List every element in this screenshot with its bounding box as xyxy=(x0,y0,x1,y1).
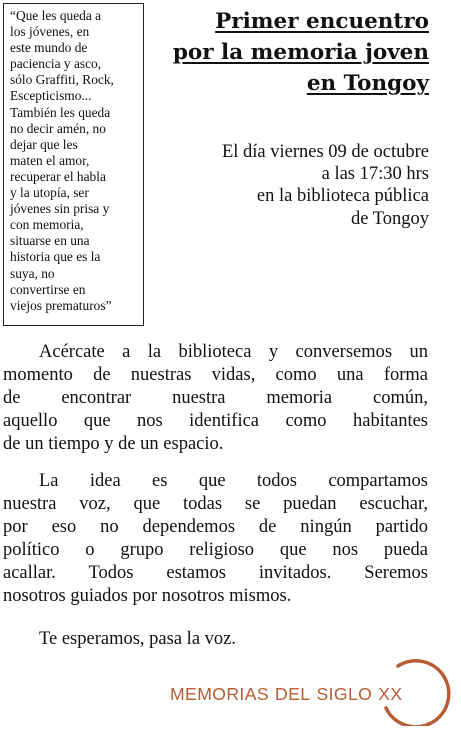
quote-line: “Que les queda a xyxy=(10,8,102,23)
title-line xyxy=(173,68,429,99)
quote-line: viejos prematuros” xyxy=(10,297,112,313)
event-date: El día viernes 09 de octubre xyxy=(221,142,429,162)
paragraph-line: político o grupo religioso que nos pueda xyxy=(3,540,428,560)
event-details xyxy=(222,141,429,230)
quote-line: historia que es la xyxy=(10,249,101,265)
event-time: a las 17:30 hrs xyxy=(321,164,429,185)
quote-line: paciencia y asco, xyxy=(10,56,102,72)
quote-line: y la utopía, ser xyxy=(10,185,89,201)
paragraph-line: Acércate a la biblioteca y conversemos un xyxy=(39,342,428,362)
memorias-logo xyxy=(162,652,458,726)
paragraph-line: aquello que nos identifica como habitantes xyxy=(3,411,428,431)
quote-line: Escepticismo... xyxy=(10,88,92,104)
page-title xyxy=(173,6,429,99)
logo-word: DEL xyxy=(275,684,311,704)
paragraph-line: momento de nuestras vidas, como una forma xyxy=(3,365,428,385)
paragraph-line: Te esperamos, pasa la voz. xyxy=(39,629,236,649)
paragraph-invitation xyxy=(3,341,428,456)
title-line-text: en Tongoy xyxy=(306,71,429,96)
quote-line: También les queda xyxy=(10,104,111,120)
logo-word: MEMORIAS xyxy=(170,684,269,704)
quote-line: con memoria, xyxy=(10,217,84,233)
paragraph-idea xyxy=(3,470,428,608)
quote-line: recuperar el habla xyxy=(10,168,106,184)
event-place: en la biblioteca pública xyxy=(256,186,429,207)
quote-line: los jóvenes, en xyxy=(10,24,90,40)
quote-line: dejar que les xyxy=(10,136,78,152)
quote-box xyxy=(3,3,144,326)
paragraph-line: de encontrar nuestra memoria común, xyxy=(3,388,428,408)
quote-line: convertirse en xyxy=(10,281,86,297)
paragraph-line: acallar. Todos estamos invitados. Seremos xyxy=(3,563,428,583)
title-line-text: Primer encuentro xyxy=(215,9,429,34)
paragraph-closing xyxy=(3,628,428,651)
paragraph-line: por eso no dependemos de ningún partido xyxy=(3,517,428,537)
quote-line: jóvenes sin prisa y xyxy=(10,201,110,217)
event-town: de Tongoy xyxy=(350,208,429,229)
title-line-text: por la memoria joven xyxy=(172,40,429,65)
title-line xyxy=(173,6,429,37)
logo-word: SIGLO xyxy=(316,684,373,704)
logo-word: XX xyxy=(378,684,403,704)
paragraph-line: nosotros guiados por nosotros mismos. xyxy=(3,586,292,606)
quote-line: maten el amor, xyxy=(10,152,90,168)
title-line xyxy=(173,37,429,68)
quote-line: este mundo de xyxy=(10,40,88,56)
paragraph-line: nuestra voz, que todas se puedan escuchar, xyxy=(3,494,428,514)
paragraph-line: La idea es que todos compartamos xyxy=(39,471,428,491)
paragraph-line: de un tiempo y de un espacio. xyxy=(3,434,224,454)
quote-line: situarse en una xyxy=(10,233,90,249)
quote-line: sólo Graffiti, Rock, xyxy=(10,72,114,88)
logo-wordmark xyxy=(170,684,403,705)
quote-line: suya, no xyxy=(10,265,55,281)
quote-line: no decir amén, no xyxy=(10,120,106,136)
